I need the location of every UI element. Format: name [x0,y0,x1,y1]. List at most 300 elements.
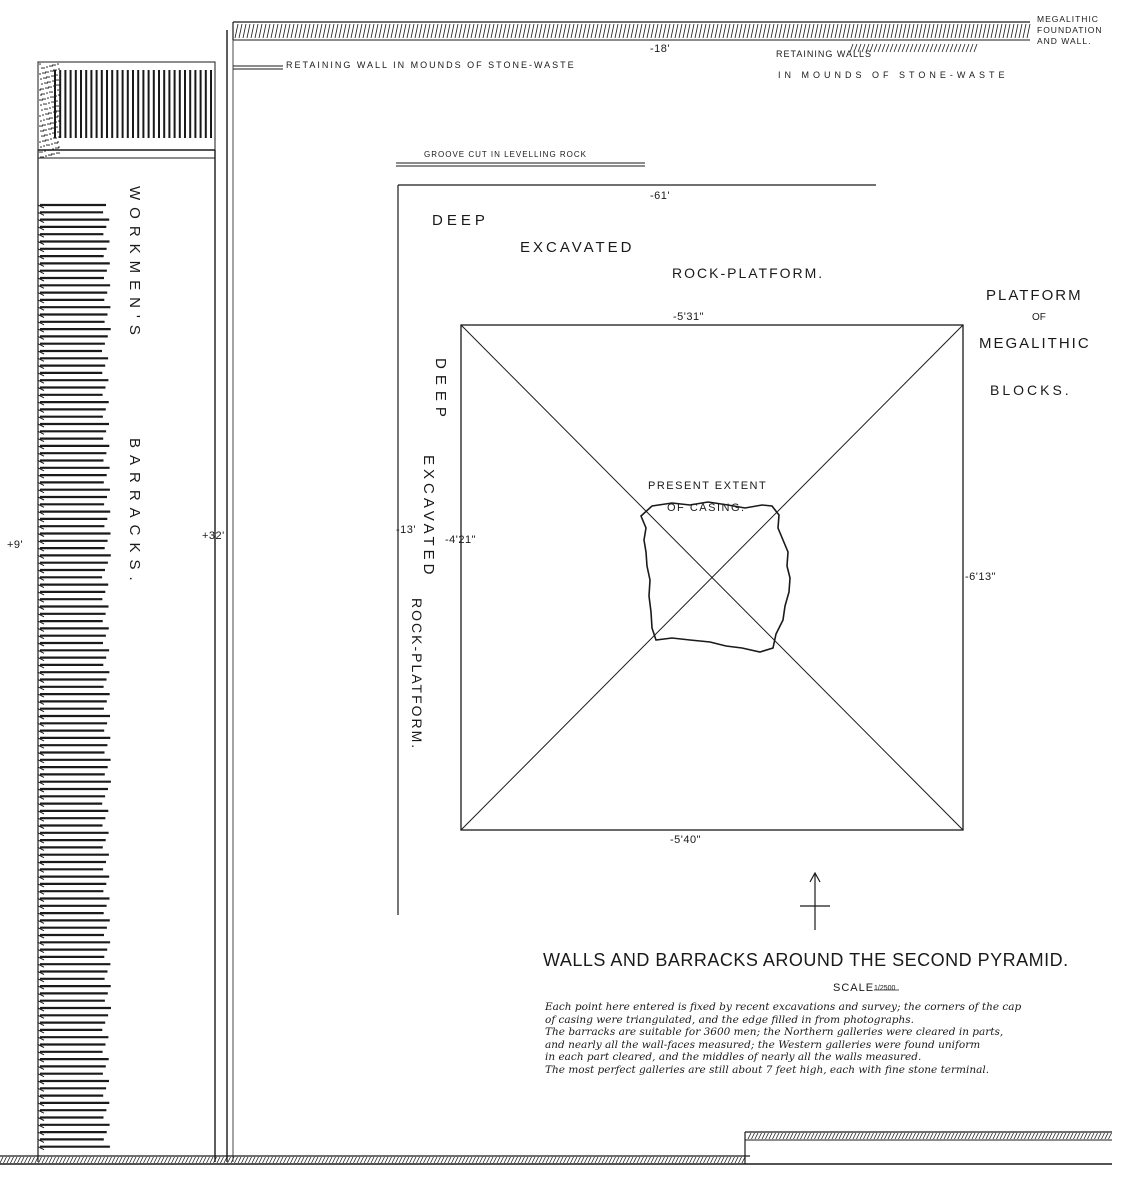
north-wall-hatch [703,24,706,38]
south-wall-hatch [364,1157,367,1163]
north-wall-hatch [403,24,406,38]
south-wall-hatch [203,1157,206,1163]
north-wall-hatch [463,24,466,38]
retaining-walls-right-label-2: IN MOUNDS OF STONE-WASTE [778,70,1009,80]
south-east-wall-hatch [1091,1133,1094,1139]
south-wall-hatch [140,1157,143,1163]
south-wall-hatch [476,1157,479,1163]
south-east-wall-hatch [850,1133,853,1139]
north-wall-hatch [735,24,738,38]
south-wall-hatch [669,1157,672,1163]
north-wall-hatch [627,24,630,38]
north-wall-hatch [315,24,318,38]
south-wall-hatch [284,1157,287,1163]
north-wall-hatch [515,24,518,38]
retaining-wall-hatch [938,44,941,52]
north-wall-hatch [671,24,674,38]
south-wall-hatch [536,1157,539,1163]
south-wall-hatch [595,1157,598,1163]
stone-speckle [47,139,49,141]
south-east-wall-hatch [808,1133,811,1139]
south-wall-hatch [473,1157,476,1163]
south-wall-hatch [455,1157,458,1163]
south-wall-hatch [592,1157,595,1163]
north-wall-hatch [451,24,454,38]
south-wall-hatch [403,1157,406,1163]
south-wall-hatch [616,1157,619,1163]
south-east-wall-hatch [1067,1133,1070,1139]
south-wall-hatch [739,1157,742,1163]
south-east-wall-hatch [913,1133,916,1139]
south-east-wall-hatch [881,1133,884,1139]
north-wall-hatch [579,24,582,38]
north-wall-hatch [611,24,614,38]
stone-speckle [40,130,42,132]
south-east-wall-hatch [1109,1133,1112,1139]
south-wall-hatch [116,1157,119,1163]
north-wall-hatch [759,24,762,38]
south-wall-hatch [567,1157,570,1163]
south-wall-hatch [564,1157,567,1163]
north-wall-hatch [771,24,774,38]
retaining-wall-hatch [914,44,917,52]
north-wall-hatch [603,24,606,38]
north-wall-hatch [291,24,294,38]
stone-speckle [48,76,50,78]
stone-speckle [39,99,41,101]
north-wall-hatch [271,24,274,38]
north-wall-hatch [875,24,878,38]
stone-speckle [39,151,41,153]
south-wall-hatch [672,1157,675,1163]
south-wall-hatch [172,1157,175,1163]
rock-platform-label-north: ROCK-PLATFORM. [672,265,825,281]
south-wall-hatch [574,1157,577,1163]
north-wall-hatch [831,24,834,38]
south-east-wall-hatch [748,1133,751,1139]
south-east-wall-hatch [787,1133,790,1139]
south-east-wall-hatch [920,1133,923,1139]
stone-speckle [43,103,45,105]
stone-speckle [41,83,43,85]
platform-label: PLATFORM [986,287,1083,304]
south-wall-hatch [707,1157,710,1163]
retaining-wall-hatch [966,44,969,52]
south-wall-hatch [441,1157,444,1163]
north-wall-hatch [307,24,310,38]
north-wall-hatch [947,24,950,38]
south-wall-hatch [4,1157,7,1163]
south-wall-hatch [84,1157,87,1163]
south-wall-hatch [487,1157,490,1163]
south-wall-hatch [469,1157,472,1163]
south-wall-hatch [728,1157,731,1163]
south-east-wall-hatch [979,1133,982,1139]
north-wall-hatch [371,24,374,38]
north-wall-hatch [911,24,914,38]
north-wall-hatch [443,24,446,38]
south-wall-hatch [207,1157,210,1163]
south-east-wall-hatch [769,1133,772,1139]
groove-cut-label: GROOVE CUT IN LEVELLING ROCK [424,150,587,159]
south-wall-hatch [165,1157,168,1163]
south-wall-hatch [690,1157,693,1163]
south-wall-hatch [168,1157,171,1163]
south-east-wall-hatch [804,1133,807,1139]
north-wall-hatch [711,24,714,38]
south-east-wall-hatch [871,1133,874,1139]
north-wall-hatch [263,24,266,38]
north-wall-hatch [663,24,666,38]
stone-speckle [42,140,44,142]
south-wall-hatch [350,1157,353,1163]
south-wall-hatch [532,1157,535,1163]
stone-speckle [41,93,43,95]
north-wall-hatch [487,24,490,38]
south-east-wall-hatch [1056,1133,1059,1139]
south-wall-hatch [497,1157,500,1163]
north-wall-hatch [999,24,1002,38]
south-wall-hatch [375,1157,378,1163]
north-wall-hatch [575,24,578,38]
stone-speckle [47,81,49,83]
stone-speckle [39,125,41,127]
south-east-wall-hatch [948,1133,951,1139]
south-wall-hatch [312,1157,315,1163]
south-wall-hatch [683,1157,686,1163]
north-wall-hatch [235,24,238,38]
north-wall-hatch [783,24,786,38]
stone-speckle [46,118,48,120]
south-wall-hatch [137,1157,140,1163]
stone-speckle [48,128,50,130]
south-east-wall-hatch [1049,1133,1052,1139]
north-wall-hatch [835,24,838,38]
north-wall-hatch [1007,24,1010,38]
north-wall-hatch [975,24,978,38]
south-east-wall-hatch [958,1133,961,1139]
south-east-wall-hatch [811,1133,814,1139]
north-wall-hatch [775,24,778,38]
south-wall-hatch [448,1157,451,1163]
south-east-wall-hatch [1063,1133,1066,1139]
north-wall-hatch [383,24,386,38]
south-east-wall-hatch [923,1133,926,1139]
north-wall-hatch [243,24,246,38]
north-wall-hatch [571,24,574,38]
stone-speckle [43,129,45,131]
north-wall-hatch [959,24,962,38]
stone-speckle [56,100,58,102]
retaining-wall-hatch [974,44,977,52]
stone-speckle [48,154,50,156]
south-wall-hatch [182,1157,185,1163]
north-wall-hatch [715,24,718,38]
south-wall-hatch [599,1157,602,1163]
north-wall-hatch [1019,24,1022,38]
south-wall-hatch [648,1157,651,1163]
south-wall-hatch [725,1157,728,1163]
south-east-wall-hatch [888,1133,891,1139]
south-wall-hatch [91,1157,94,1163]
south-east-wall-hatch [1070,1133,1073,1139]
south-wall-hatch [665,1157,668,1163]
north-wall-hatch [639,24,642,38]
north-wall-hatch [447,24,450,38]
south-east-wall-hatch [937,1133,940,1139]
stone-speckle [57,131,59,133]
south-wall-hatch [651,1157,654,1163]
south-wall-hatch [700,1157,703,1163]
blocks-label: BLOCKS. [990,382,1072,398]
stone-speckle [39,141,41,143]
south-east-wall-hatch [986,1133,989,1139]
south-east-wall-hatch [1042,1133,1045,1139]
south-wall-hatch [459,1157,462,1163]
north-wall-hatch [819,24,822,38]
north-wall-hatch [851,24,854,38]
north-wall-hatch [619,24,622,38]
south-east-wall-hatch [874,1133,877,1139]
south-east-wall-hatch [843,1133,846,1139]
north-wall-hatch [675,24,678,38]
south-east-wall-hatch [990,1133,993,1139]
retaining-wall-hatch [898,44,901,52]
north-wall-hatch [359,24,362,38]
south-east-wall-hatch [1028,1133,1031,1139]
south-wall-hatch [56,1157,59,1163]
south-wall-hatch [511,1157,514,1163]
south-wall-hatch [602,1157,605,1163]
south-wall-hatch [410,1157,413,1163]
south-east-wall-hatch [839,1133,842,1139]
note-line: in each part cleared, and the middles of nearly all the walls measured. [545,1051,922,1063]
south-wall-hatch [235,1157,238,1163]
stone-speckle [45,113,47,115]
north-wall-hatch [827,24,830,38]
south-east-wall-hatch [752,1133,755,1139]
south-east-wall-hatch [1077,1133,1080,1139]
south-wall-hatch [329,1157,332,1163]
stone-speckle [43,93,45,95]
south-wall-hatch [7,1157,10,1163]
north-wall-hatch [275,24,278,38]
south-wall-hatch [438,1157,441,1163]
retaining-wall-hatch [942,44,945,52]
south-wall-hatch [637,1157,640,1163]
south-wall-hatch [305,1157,308,1163]
south-east-wall-hatch [951,1133,954,1139]
measure-minus-4-21: -4'21" [445,534,477,546]
retaining-wall-hatch [878,44,881,52]
north-wall-hatch [687,24,690,38]
stone-speckle [57,141,59,143]
south-east-wall-hatch [790,1133,793,1139]
south-wall-hatch [245,1157,248,1163]
south-wall-hatch [74,1157,77,1163]
stone-speckle [50,112,52,114]
present-extent-label: PRESENT EXTENT [648,480,768,492]
south-wall-hatch [280,1157,283,1163]
south-wall-hatch [322,1157,325,1163]
stone-speckle [51,91,53,93]
north-wall-hatch [659,24,662,38]
south-wall-hatch [109,1157,112,1163]
notes-block [545,1001,1105,1076]
south-wall-hatch [539,1157,542,1163]
south-east-wall-hatch [916,1133,919,1139]
south-east-wall-hatch [892,1133,895,1139]
deep-label-west: DEEP [432,358,449,423]
north-wall-hatch [1011,24,1014,38]
south-wall-hatch [399,1157,402,1163]
south-wall-hatch [319,1157,322,1163]
north-wall-hatch [387,24,390,38]
stone-speckle [57,63,59,65]
north-wall-hatch [327,24,330,38]
south-east-wall-hatch [1105,1133,1108,1139]
south-wall-hatch [508,1157,511,1163]
retaining-wall-hatch [934,44,937,52]
south-east-wall-hatch [944,1133,947,1139]
south-east-wall-hatch [962,1133,965,1139]
south-wall-hatch [32,1157,35,1163]
north-wall-hatch [551,24,554,38]
south-east-wall-hatch [1018,1133,1021,1139]
north-arrow-icon [800,873,830,930]
measure-minus-5-31: -5'31" [673,311,705,323]
of-casing-label: OF CASING. [667,502,746,514]
north-wall-hatch [419,24,422,38]
north-wall-hatch [363,24,366,38]
south-wall-hatch [413,1157,416,1163]
stone-speckle [45,129,47,131]
south-east-wall-hatch [832,1133,835,1139]
north-wall-hatch [455,24,458,38]
north-wall-hatch [919,24,922,38]
stone-speckle [58,146,60,148]
north-wall-hatch [915,24,918,38]
north-wall-hatch [479,24,482,38]
retaining-wall-hatch [922,44,925,52]
north-wall-hatch [795,24,798,38]
north-wall-hatch [295,24,298,38]
stone-speckle [49,133,51,135]
retaining-wall-hatch [886,44,889,52]
north-wall-hatch [643,24,646,38]
south-wall-hatch [112,1157,115,1163]
south-wall-hatch [406,1157,409,1163]
south-wall-hatch [196,1157,199,1163]
stone-speckle [50,122,52,124]
south-wall-hatch [560,1157,563,1163]
stone-speckle [41,67,43,69]
south-wall-hatch [714,1157,717,1163]
south-wall-hatch [0,1157,3,1163]
south-wall-hatch [585,1157,588,1163]
north-wall-hatch [607,24,610,38]
north-wall-hatch [531,24,534,38]
stone-speckle [39,63,41,65]
stone-speckle [49,107,51,109]
south-wall-hatch [200,1157,203,1163]
south-wall-hatch [49,1157,52,1163]
stone-speckle [56,110,58,112]
retaining-walls-right-label-1: RETAINING WALLS [776,49,873,59]
south-wall-hatch [382,1157,385,1163]
south-wall-hatch [494,1157,497,1163]
stone-speckle [49,65,51,67]
south-east-wall-hatch [776,1133,779,1139]
north-wall-hatch [903,24,906,38]
north-wall-hatch [939,24,942,38]
north-wall-hatch [595,24,598,38]
north-wall-hatch [1003,24,1006,38]
north-wall-hatch [667,24,670,38]
south-wall-hatch [256,1157,259,1163]
stone-speckle [42,114,44,116]
south-wall-hatch [490,1157,493,1163]
north-wall-hatch [891,24,894,38]
south-wall-hatch [231,1157,234,1163]
of-label: OF [1032,312,1046,323]
north-wall-hatch [399,24,402,38]
stone-speckle [43,67,45,69]
north-wall-hatch [635,24,638,38]
north-wall-hatch [615,24,618,38]
megalithic-foundation-label: MEGALITHIC FOUNDATION AND WALL. [1037,14,1103,46]
south-wall-hatch [130,1157,133,1163]
north-wall-hatch [779,24,782,38]
note-line: The barracks are suitable for 3600 men; the Northern galleries were cleared in parts, [545,1026,1004,1038]
north-wall-hatch [367,24,370,38]
south-east-wall-hatch [1084,1133,1087,1139]
stone-speckle [52,122,54,124]
stone-speckle [52,106,54,108]
south-wall-hatch [644,1157,647,1163]
west-galleries [38,205,111,1150]
south-wall-hatch [693,1157,696,1163]
barracks-label: BARRACKS. [126,438,143,588]
stone-speckle [44,98,46,100]
north-wall-hatch [407,24,410,38]
south-wall-hatch [14,1157,17,1163]
stone-speckle [42,72,44,74]
south-wall-hatch [588,1157,591,1163]
megalithic-label: MEGALITHIC [979,335,1091,352]
south-wall-hatch [354,1157,357,1163]
south-wall-hatch [147,1157,150,1163]
north-wall-hatch [867,24,870,38]
south-wall-hatch [361,1157,364,1163]
south-wall-hatch [21,1157,24,1163]
south-east-wall-hatch [1032,1133,1035,1139]
stone-speckle [56,74,58,76]
stone-speckle [51,101,53,103]
north-wall-hatch [247,24,250,38]
south-wall-hatch [217,1157,220,1163]
south-wall-hatch [186,1157,189,1163]
stone-speckle [39,73,41,75]
north-wall-hatch [255,24,258,38]
stone-speckle [49,117,51,119]
retaining-wall-hatch [958,44,961,52]
workmens-label: WORKMEN'S [126,186,143,342]
north-wall-hatch [527,24,530,38]
south-wall-hatch [39,1157,42,1163]
south-wall-hatch [417,1157,420,1163]
north-wall-hatch [483,24,486,38]
